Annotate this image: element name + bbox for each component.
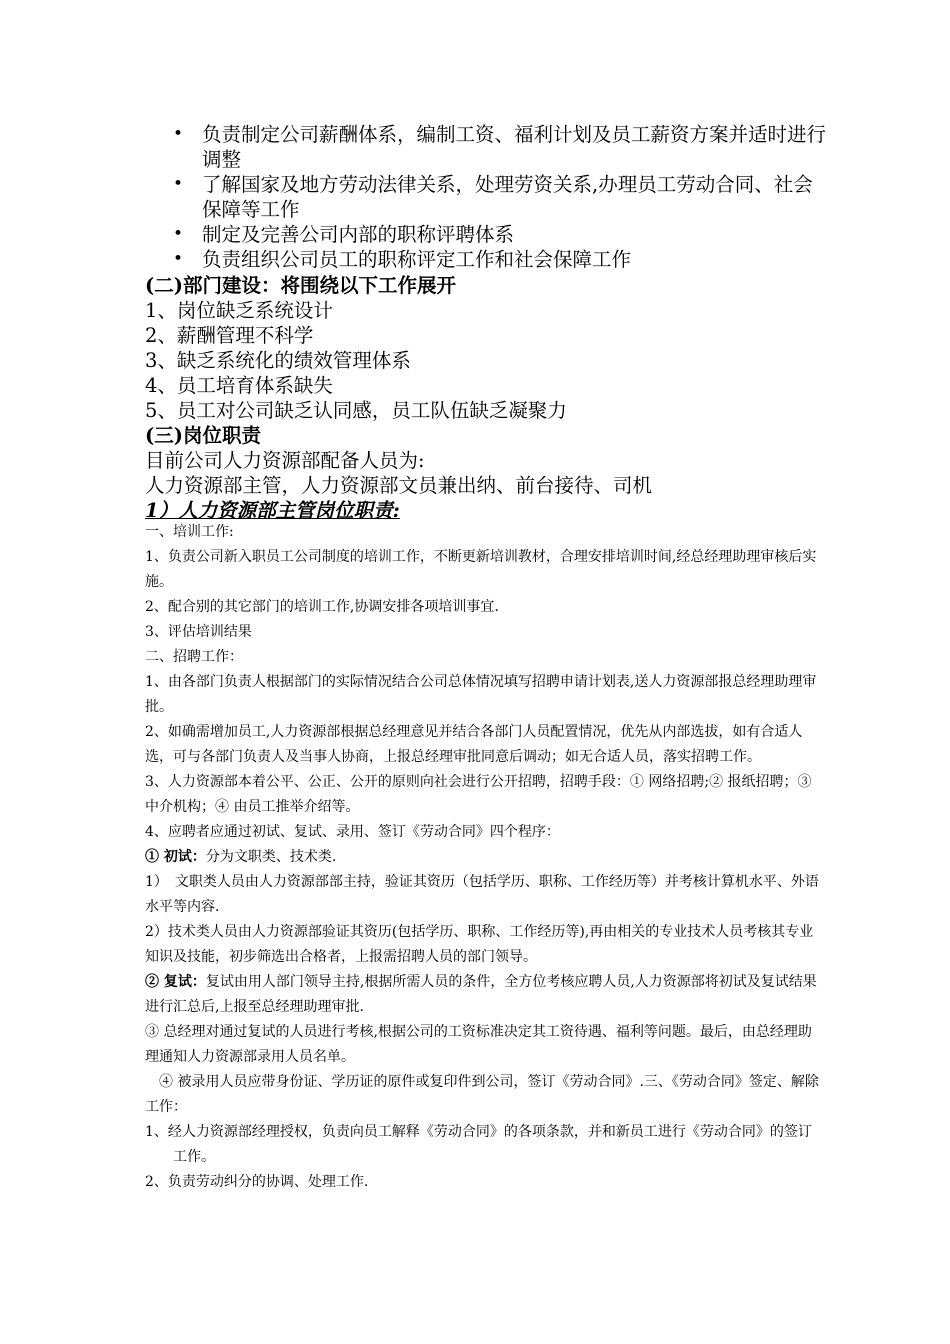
step1-label: ① 初试： — [145, 849, 206, 865]
recruit-title: 二、招聘工作： — [145, 649, 243, 665]
paragraph: 2、负责劳动纠分的协调、处理工作. — [145, 1174, 369, 1190]
training-title: 一、培训工作: — [145, 524, 234, 540]
step2-text: 复试由用人部门领导主持,根据所需人员的条件，全方位考核应聘人员,人力资源部将初试及复试结果进行汇总后,上报至总经理助理审批. — [145, 974, 817, 1015]
paragraph: 1、由各部门负责人根据部门的实际情况结合公司总体情况填写招聘申请计划表,送人力资源部报总经理助理审批。 — [145, 674, 817, 715]
paragraph: 2）技术类人员由人力资源部验证其资历(包括学历、职称、工作经历等),再由相关的专业技术人员考核其专业知识及技能，初步筛选出合格者，上报需招聘人员的部门领导。 — [145, 924, 814, 965]
paragraph: 2、配合别的其它部门的培训工作,协调安排各项培训事宜. — [145, 599, 499, 615]
section3-heading: (三)岗位职责 — [145, 424, 261, 447]
bullet-dot-icon: • — [173, 174, 184, 194]
bullet-item: • 负责组织公司员工的职称评定工作和社会保障工作 — [173, 248, 632, 271]
bullet-dot-icon: • — [173, 224, 184, 244]
section2-item: 1、岗位缺乏系统设计 — [145, 299, 333, 322]
paragraph: ③ 总经理对通过复试的人员进行考核,根据公司的工资标准决定其工资待遇、福利等问题。最后，由总经理助理通知人力资源部录用人员名单。 — [145, 1024, 812, 1065]
section2-item: 5、员工对公司缺乏认同感，员工队伍缺乏凝聚力 — [145, 399, 567, 422]
paragraph: 3、评估培训结果 — [145, 624, 252, 640]
paragraph: ④ 被录用人员应带身份证、学历证的原件或复印件到公司，签订《劳动合同》.三、《劳动合同》签定、解除工作： — [145, 1074, 819, 1115]
section2-heading: (二)部门建设：将围绕以下工作展开 — [145, 274, 456, 297]
paragraph: 3、人力资源部本着公平、公正、公开的原则向社会进行公开招聘，招聘手段：① 网络招聘;② 报纸招聘；③ 中介机构；④ 由员工推举介绍等。 — [145, 774, 812, 815]
section2-item: 2、薪酬管理不科学 — [145, 324, 314, 347]
section2-item: 3、缺乏系统化的绩效管理体系 — [145, 349, 411, 372]
section-department-building — [145, 273, 825, 423]
section2-item: 4、员工培育体系缺失 — [145, 374, 333, 397]
section3-line1: 目前公司人力资源部配备人员为: — [145, 449, 425, 472]
section3-line2: 人力资源部主管，人力资源部文员兼出纳、前台接待、司机 — [145, 474, 653, 497]
paragraph: 2、如确需增加员工,人力资源部根据总经理意见并结合各部门人员配置情况，优先从内部选拔，如有合适人选，可与各部门负责人及当事人协商，上报总经理审批同意后调动；如无合适人员，落实招聘工作。 — [145, 724, 803, 765]
bullet-item: • 负责制定公司薪酬体系，编制工资、福利计划及员工薪资方案并适时进行调整 — [173, 123, 827, 171]
paragraph: 4、应聘者应通过初试、复试、录用、签订《劳动合同》四个程序： — [145, 824, 560, 840]
responsibility-bullet-list — [170, 122, 830, 272]
paragraph: 1、负责公司新入职员工公司制度的培训工作，不断更新培训教材，合理安排培训时间,经总经理助理审核后实施。 — [145, 549, 817, 590]
bullet-dot-icon: • — [173, 249, 184, 269]
document-body — [145, 520, 825, 1195]
section-job-duties — [145, 423, 825, 523]
step1-paragraph — [145, 845, 825, 870]
step2-paragraph — [145, 970, 825, 1020]
bullet-item: • 制定及完善公司内部的职称评聘体系 — [173, 223, 515, 246]
step2-label: ② 复试： — [145, 974, 206, 990]
paragraph: 1、经人力资源部经理授权，负责向员工解释《劳动合同》的各项条款，并和新员工进行《劳动合同》的签订工作。 — [145, 1124, 812, 1165]
bullet-item: • 了解国家及地方劳动法律关系，处理劳资关系,办理员工劳动合同、社会保障等工作 — [173, 173, 813, 221]
paragraph: 1） 文职类人员由人力资源部部主持，验证其资历（包括学历、职称、工作经历等）并考核计算机水平、外语水平等内容. — [145, 874, 819, 915]
step1-text: 分为文职类、技术类. — [205, 849, 337, 865]
section3-subheading: 1）人力资源部主管岗位职责: — [145, 499, 400, 522]
bullet-dot-icon: • — [173, 124, 184, 144]
